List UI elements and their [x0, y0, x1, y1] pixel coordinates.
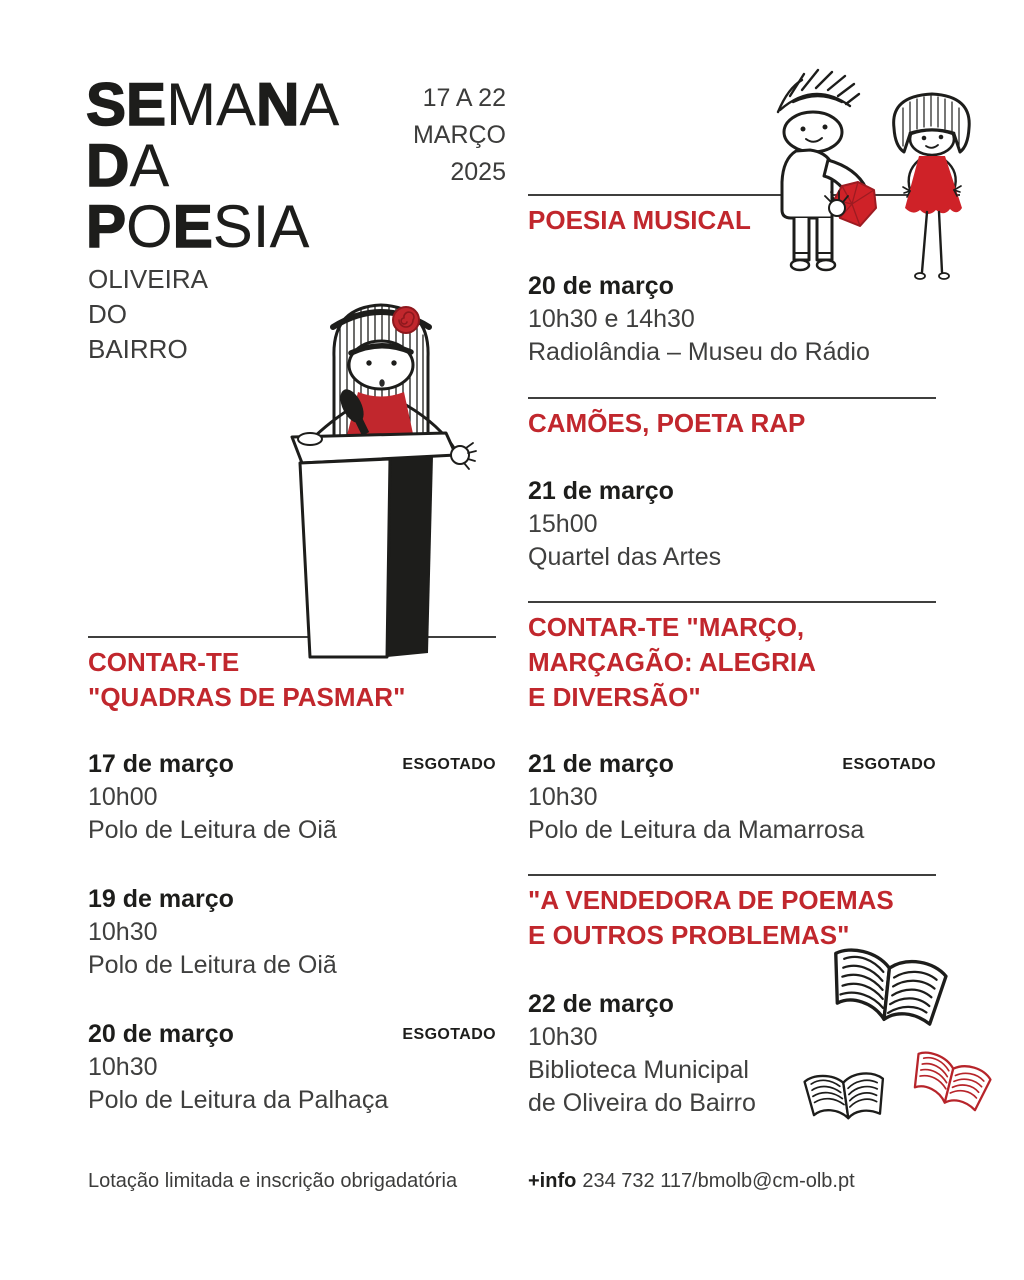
- poster-title: [86, 71, 340, 260]
- event: [88, 748, 496, 847]
- sold-out-badge: ESGOTADO: [402, 756, 496, 773]
- section-title: [528, 406, 805, 441]
- title-line: SEMANA: [86, 71, 340, 138]
- section-title-line: CONTAR-TE: [88, 647, 240, 677]
- event: [88, 883, 496, 982]
- date-line: 17 A 22: [422, 84, 506, 112]
- section-title-line: E OUTROS PROBLEMAS": [528, 920, 850, 950]
- title-line: POESIA: [86, 193, 310, 260]
- event-date: 22 de março: [528, 990, 674, 1018]
- section-title-line: POESIA MUSICAL: [528, 205, 751, 235]
- poster-subtitle: [88, 262, 208, 367]
- event-time: 10h00: [88, 783, 158, 811]
- event-time: 10h30 e 14h30: [528, 305, 695, 333]
- event-time: 10h30: [528, 1023, 598, 1051]
- date-line: 2025: [450, 158, 506, 186]
- section-title: [528, 883, 894, 953]
- event-time: 10h30: [88, 918, 158, 946]
- subtitle-line: DO: [88, 299, 127, 329]
- sold-out-badge: ESGOTADO: [402, 1026, 496, 1043]
- event-date: 20 de março: [528, 272, 674, 300]
- event-date: 21 de março: [528, 750, 674, 778]
- event-venue: de Oliveira do Bairro: [528, 1089, 756, 1117]
- section-title-line: "A VENDEDORA DE POEMAS: [528, 885, 894, 915]
- subtitle-line: BAIRRO: [88, 334, 188, 364]
- event-venue: Quartel das Artes: [528, 543, 722, 571]
- event-date: 19 de março: [88, 885, 234, 913]
- contact-info: [528, 1170, 855, 1193]
- section-title-line: CAMÕES, POETA RAP: [528, 408, 806, 438]
- info-value: 234 732 117/bmolb@cm-olb.pt: [582, 1170, 855, 1192]
- event-date: 21 de março: [528, 477, 674, 505]
- event-venue: Polo de Leitura da Palhaça: [88, 1086, 389, 1114]
- event-date: 17 de março: [88, 750, 234, 778]
- event-venue: Polo de Leitura da Mamarrosa: [528, 816, 865, 844]
- section-title-line: E DIVERSÃO": [528, 682, 701, 712]
- event: [528, 748, 936, 847]
- section-title-line: MARÇAGÃO: ALEGRIA: [528, 647, 816, 677]
- divider: [528, 397, 936, 399]
- title-line: DA: [86, 132, 170, 199]
- date-line: MARÇO: [412, 121, 506, 149]
- divider: [528, 601, 936, 603]
- event-venue: Polo de Leitura de Oiã: [88, 816, 337, 844]
- subtitle-line: OLIVEIRA: [88, 264, 208, 294]
- event-time: 10h30: [528, 783, 598, 811]
- event: [88, 1018, 496, 1117]
- info-label: +info: [528, 1170, 577, 1192]
- girl-at-podium-illustration: [278, 293, 483, 665]
- section-title: [528, 610, 816, 715]
- event-venue: Biblioteca Municipal: [528, 1056, 749, 1084]
- event-date-range: [356, 80, 506, 191]
- section-title: [88, 645, 405, 715]
- event: [528, 988, 936, 1120]
- footer-note: Lotação limitada e inscrição obrigadatória: [88, 1170, 458, 1192]
- section-title-line: "QUADRAS DE PASMAR": [88, 682, 406, 712]
- event: [528, 270, 936, 369]
- divider: [528, 874, 936, 876]
- event-venue: Polo de Leitura de Oiã: [88, 951, 337, 979]
- event-time: 15h00: [528, 510, 598, 538]
- section-title: [528, 203, 751, 238]
- event-venue: Radiolândia – Museu do Rádio: [528, 338, 870, 366]
- event-time: 10h30: [88, 1053, 158, 1081]
- event-date: 20 de março: [88, 1020, 234, 1048]
- sold-out-badge: ESGOTADO: [842, 756, 936, 773]
- section-title-line: CONTAR-TE "MARÇO,: [528, 612, 805, 642]
- event: [528, 475, 936, 574]
